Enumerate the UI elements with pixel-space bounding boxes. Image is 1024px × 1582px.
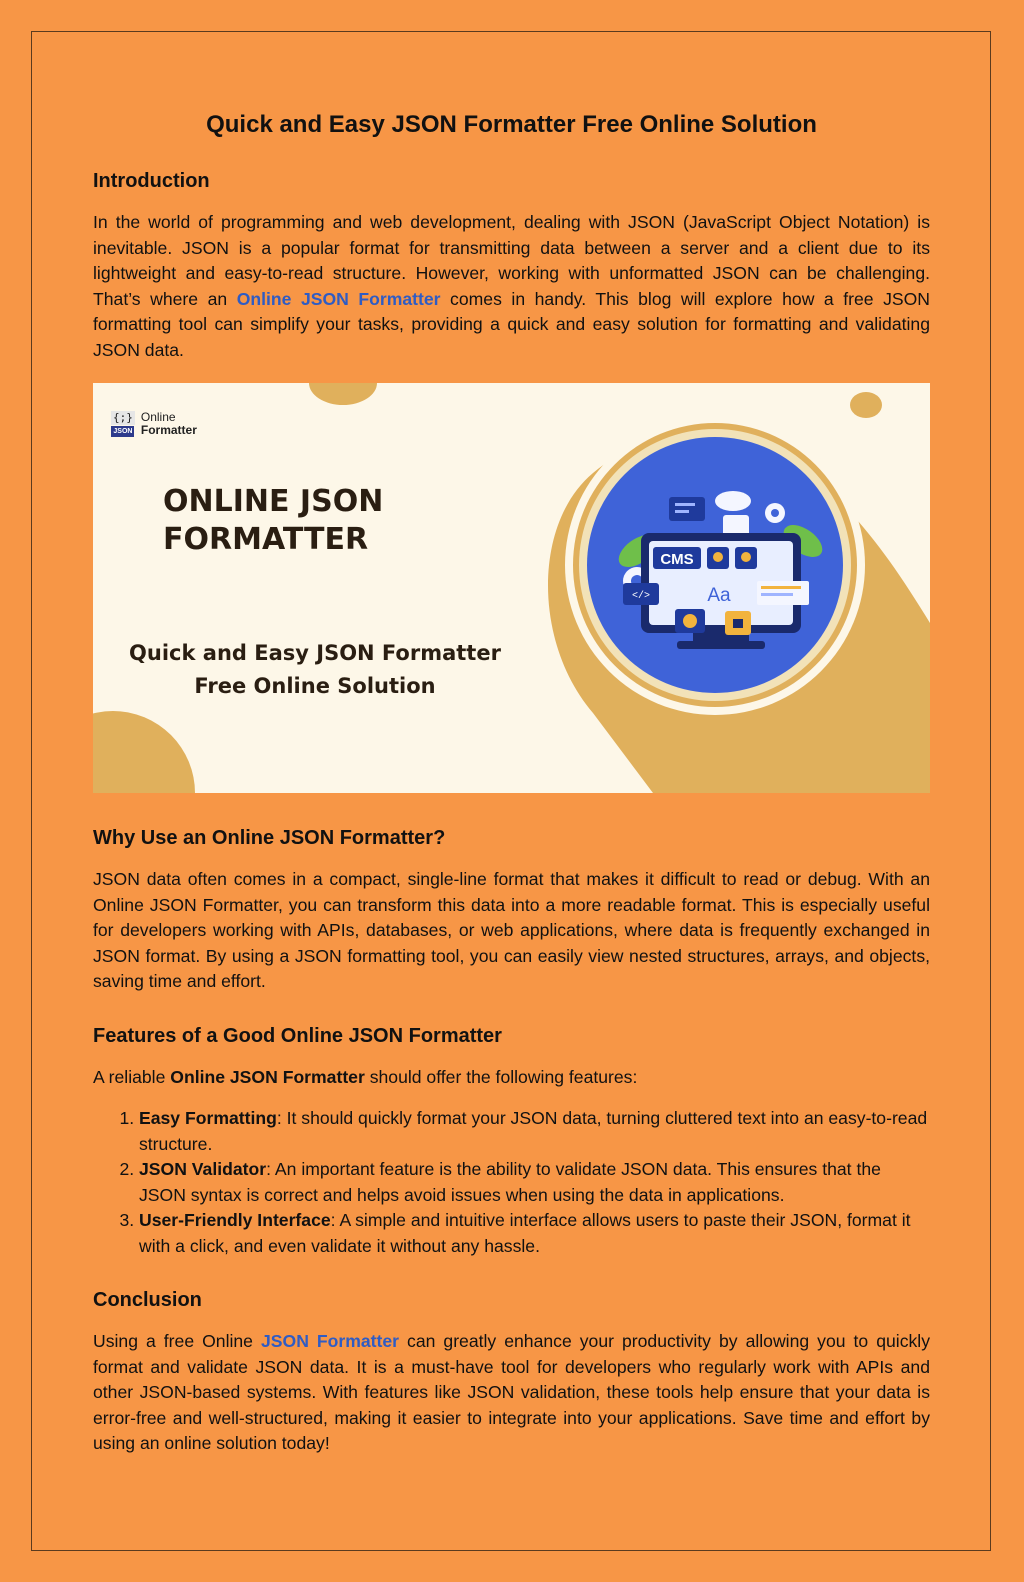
banner-subtitle: Quick and Easy JSON Formatter Free Online Solution bbox=[129, 641, 501, 698]
list-item: 3. User-Friendly Interface: A simple and intuitive interface allows users to paste their JSON, format it with a click, and even validate it without any hassle. bbox=[139, 1208, 930, 1259]
logo-json-tag: JSON bbox=[113, 428, 133, 435]
logo-braces-icon: {;} bbox=[113, 411, 133, 424]
conclusion-heading: Conclusion bbox=[93, 1289, 202, 1311]
brand-logo bbox=[111, 411, 197, 437]
json-formatter-link[interactable]: JSON Formatter bbox=[260, 1331, 400, 1351]
code-window-icon bbox=[669, 497, 705, 521]
intro-heading: Introduction bbox=[93, 170, 210, 192]
features-lead: A reliable Online JSON Formatter should offer the following features: bbox=[93, 1066, 638, 1087]
list-item: 2. JSON Validator: An important feature is the ability to validate JSON data. This ensures that the JSON syntax is correct and helps avoid issues when using the data in applications. bbox=[139, 1157, 930, 1208]
document-body bbox=[93, 110, 930, 1457]
intro-paragraph: In the world of programming and web development, dealing with JSON (JavaScript Object Notation) is inevitable. JSON is a popular format for transmitting data between a server and a client due to its lightweight and easy-to-read structure. However, working with unformatted JSON can be challenging. That’s where an Online JSON Formatter comes in handy. This blog will explore how a free JSON formatting tool can simplify your tasks, providing a quick and easy solution for formatting and validating JSON data. bbox=[93, 212, 931, 360]
banner-headline: ONLINE JSON FORMATTER bbox=[163, 484, 384, 557]
features-list bbox=[93, 1106, 930, 1259]
cloud-icon bbox=[715, 491, 751, 511]
logo-text-line2: Formatter bbox=[140, 423, 197, 437]
why-heading: Why Use an Online JSON Formatter? bbox=[93, 827, 446, 849]
logo-text-line1: Online bbox=[140, 410, 176, 424]
why-paragraph: JSON data often comes in a compact, single-line format that makes it difficult to read or debug. With an Online JSON Formatter, you can transform this data into a more readable format. This is especially useful for developers working with APIs, databases, or web applications, where data is frequently exchanged in JSON format. By using a JSON formatting tool, you can easily view nested structures, arrays, and objects, saving time and effort. bbox=[93, 869, 930, 991]
cms-label: CMS bbox=[660, 551, 694, 568]
page-title: Quick and Easy JSON Formatter Free Online Solution bbox=[206, 111, 817, 138]
conclusion-paragraph: Using a free Online JSON Formatter can greatly enhance your productivity by allowing you to quickly format and validate JSON data. It is a must-have tool for developers who regularly work with APIs and other JSON-based systems. With features like JSON validation, these tools help ensure that your data is error-free and well-structured, making it easier to integrate into your applications. Save time and effort by using an online solution today! bbox=[93, 1331, 930, 1453]
features-heading: Features of a Good Online JSON Formatter bbox=[93, 1024, 502, 1047]
svg-text:</>: </> bbox=[631, 591, 651, 602]
small-gold-dot bbox=[850, 392, 882, 418]
list-item: 1. Easy Formatting: It should quickly format your JSON data, turning cluttered text into an easy-to-read structure. bbox=[139, 1106, 930, 1157]
hero-banner-image bbox=[93, 383, 930, 793]
aa-label: Aa bbox=[707, 585, 731, 606]
online-json-formatter-link[interactable]: Online JSON Formatter bbox=[236, 288, 441, 309]
banner-illustration bbox=[93, 383, 930, 793]
